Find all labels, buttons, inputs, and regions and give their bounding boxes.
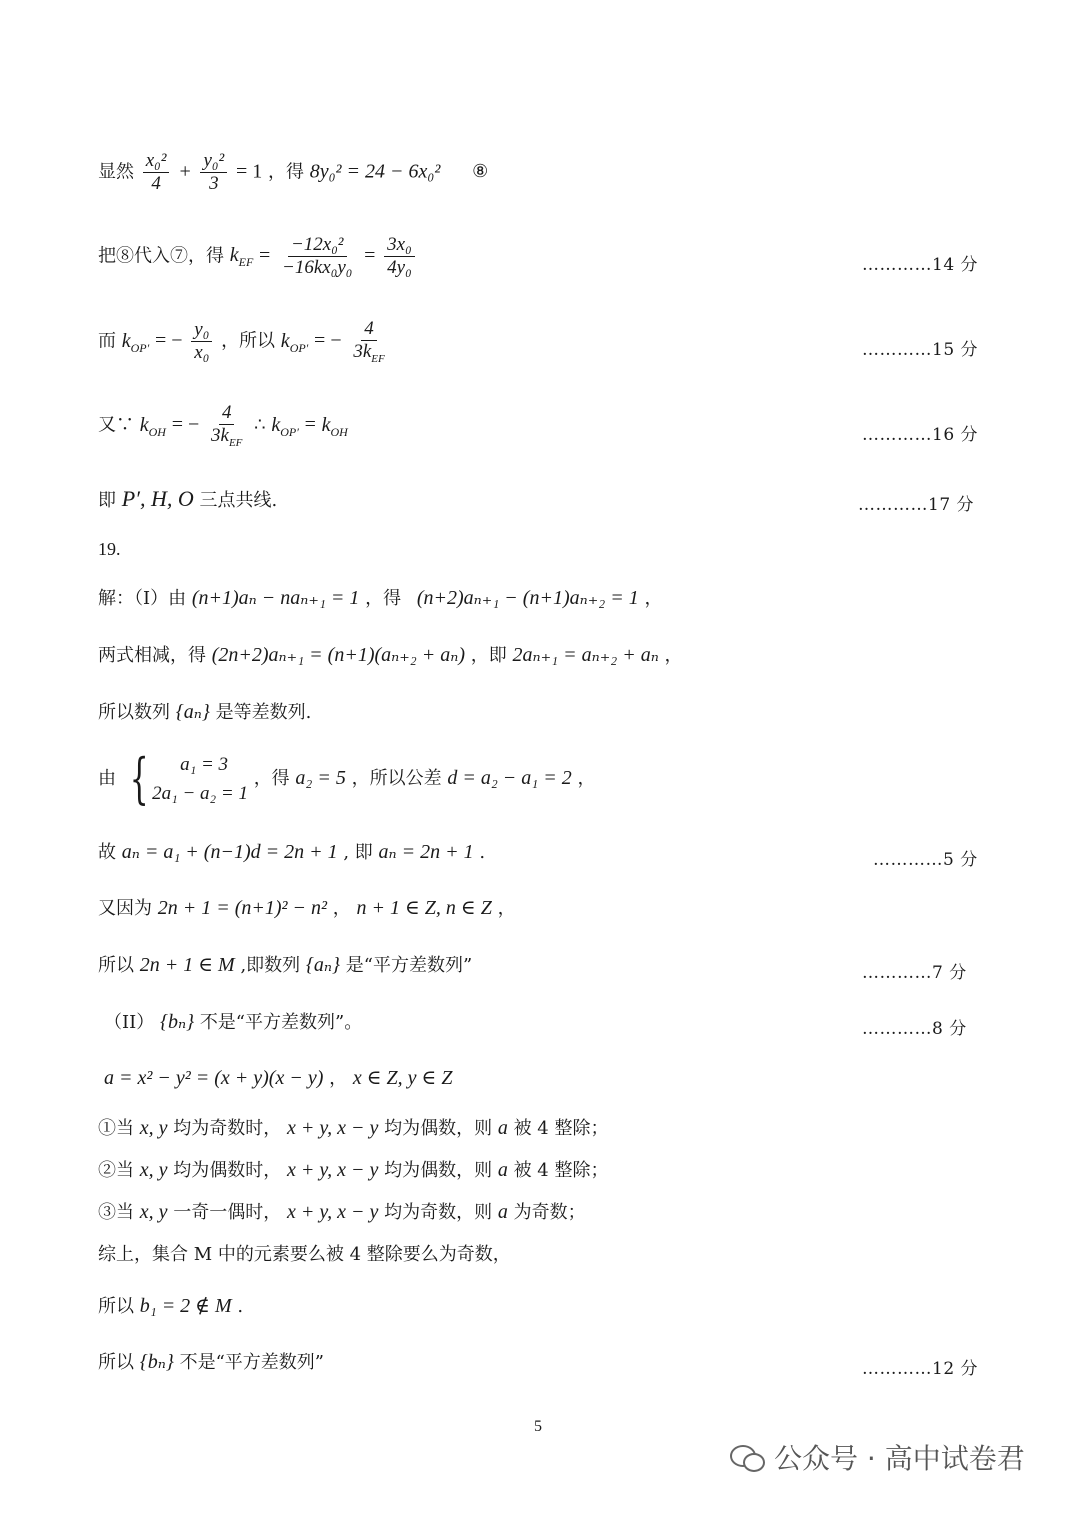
text: 均为偶数时，: [173, 1160, 282, 1181]
text: ，所以公差: [351, 768, 442, 789]
score-marker: …………8 分: [862, 1019, 967, 1039]
text: 被 4 整除；: [513, 1118, 609, 1139]
math: a: [497, 1159, 508, 1181]
math: k: [271, 413, 281, 436]
score-marker: …………16 分: [862, 425, 979, 445]
text: .: [479, 842, 486, 863]
subscript: EF: [371, 352, 385, 365]
wechat-icon: [730, 1443, 764, 1471]
brace-icon: {: [129, 747, 149, 810]
text: 均为奇数时，: [173, 1118, 282, 1139]
text: ，: [644, 588, 663, 609]
equation-row: a₁ = 3: [180, 754, 229, 775]
text: 又∵: [98, 414, 134, 436]
equation-tag: ⑧: [472, 161, 489, 183]
math: =: [304, 413, 316, 436]
math: x ∈ Z, y ∈ Z: [352, 1067, 453, 1089]
line-case-odd: [98, 1118, 608, 1138]
numerator: y₀: [191, 319, 212, 342]
text: 均为偶数，则: [384, 1118, 493, 1139]
text: ，得: [253, 768, 290, 789]
math: = 1: [235, 160, 263, 183]
page-number: 5: [534, 1418, 542, 1435]
math: k: [229, 244, 239, 267]
text: ，: [497, 898, 516, 919]
subscript: EF: [228, 436, 243, 449]
math: =: [364, 244, 376, 267]
math: x + y, x − y: [286, 1159, 379, 1181]
text: ③当: [98, 1202, 134, 1223]
text: 三点共线.: [199, 490, 278, 511]
math: n + 1 ∈ Z, n ∈ Z: [356, 897, 492, 919]
math: a₂ = 5: [295, 767, 346, 789]
score-marker: …………7 分: [862, 963, 967, 983]
text: 被 4 整除；: [513, 1160, 609, 1181]
text: 不是“平方差数列”: [179, 1352, 324, 1373]
text: ，: [329, 1068, 348, 1089]
numerator: −12x₀²: [288, 234, 347, 257]
line-arithmetic: [98, 702, 311, 722]
math: +: [178, 160, 192, 183]
math: x, y: [139, 1159, 168, 1181]
line-k-oh: [98, 402, 348, 449]
math: k: [280, 329, 290, 352]
math: k: [121, 329, 131, 352]
text: ，得: [267, 161, 304, 183]
line-in-m: [98, 955, 472, 975]
fraction: [384, 234, 415, 279]
math: 2n + 1 ∈ M: [139, 954, 235, 976]
subscript: OH: [330, 424, 348, 439]
subscript: OP′: [280, 424, 299, 439]
math: {aₙ}: [305, 954, 341, 976]
score-marker: …………12 分: [862, 1359, 979, 1379]
text: 均为奇数，则: [384, 1202, 493, 1223]
subscript: OP′: [130, 340, 150, 355]
problem-number: 19.: [98, 539, 121, 559]
text: 即: [98, 490, 116, 511]
text: 所以: [98, 1296, 134, 1317]
line-ellipse-identity: [98, 150, 488, 195]
text: 是“平方差数列”: [345, 955, 473, 976]
text: 一奇一偶时，: [173, 1202, 282, 1223]
numerator: 4: [361, 318, 377, 341]
text: 两式相减，得: [98, 645, 206, 666]
fraction: [200, 150, 227, 195]
fraction: [143, 150, 170, 195]
equation-system: [122, 747, 248, 810]
math: {bₙ}: [159, 1011, 195, 1033]
math: = −: [314, 329, 342, 352]
math: = −: [154, 329, 183, 352]
numerator: y₀²: [200, 150, 227, 173]
text: 为奇数；: [513, 1202, 586, 1223]
text: ，得: [365, 588, 402, 609]
denominator: x₀: [194, 342, 210, 364]
fraction: [279, 234, 355, 279]
denominator: 4: [151, 172, 161, 194]
math: {aₙ}: [175, 701, 210, 723]
math: =: [259, 244, 271, 267]
math: 3k: [211, 424, 229, 446]
math: a: [497, 1201, 508, 1223]
text: 而: [98, 330, 116, 352]
text: 不是“平方差数列”。: [199, 1012, 363, 1033]
text: 所以数列: [98, 702, 170, 723]
line-collinear: [98, 488, 277, 510]
math: x, y: [139, 1117, 168, 1139]
line-factorization: [104, 1068, 452, 1088]
math: x, y: [139, 1201, 168, 1223]
text: （II）: [104, 1012, 155, 1033]
numerator: x₀²: [143, 150, 170, 173]
text: 均为偶数，则: [384, 1160, 493, 1181]
text: 又因为: [98, 898, 152, 919]
text: ,即数列: [240, 955, 301, 976]
denominator: [350, 341, 387, 365]
line-solution-i: [98, 588, 662, 608]
line-square-difference: [98, 898, 516, 918]
math: 2n + 1 = (n+1)² − n²: [157, 897, 328, 919]
math: P′, H, O: [121, 486, 194, 511]
subscript: OP′: [289, 340, 309, 355]
text: ，: [332, 898, 351, 919]
denominator: −16kx₀y₀: [282, 256, 353, 278]
score-marker: …………17 分: [858, 495, 975, 515]
math: a: [497, 1117, 508, 1139]
math: (n+2)aₙ₊₁ − (n+1)aₙ₊₂ = 1: [416, 587, 639, 609]
line-subtract: [98, 645, 683, 665]
text: ②当: [98, 1160, 134, 1181]
text: ①当: [98, 1118, 134, 1139]
text: .: [237, 1296, 244, 1317]
fraction: [208, 402, 245, 449]
math: d = a₂ − a₁ = 2: [447, 767, 572, 789]
math: x + y, x − y: [286, 1117, 379, 1139]
text: ，: [577, 768, 596, 789]
therefore-symbol: ∴: [254, 414, 266, 436]
line-k-op: [98, 318, 391, 365]
watermark-text: 公众号 · 高中试卷君: [774, 1442, 1025, 1475]
text: , 即: [343, 842, 373, 863]
score-marker: …………5 分: [873, 850, 978, 870]
watermark: [730, 1437, 1025, 1477]
math: (2n+2)aₙ₊₁ = (n+1)(aₙ₊₂ + aₙ): [211, 644, 466, 666]
math: 8y₀² = 24 − 6x₀²: [309, 160, 441, 183]
math: 2aₙ₊₁ = aₙ₊₂ + aₙ: [512, 644, 659, 666]
math: b₁ = 2 ∉ M: [139, 1295, 232, 1317]
score-marker: …………15 分: [862, 340, 979, 360]
denominator: 3: [209, 172, 219, 194]
line-conclusion: [98, 1352, 324, 1372]
math: x + y, x − y: [286, 1201, 379, 1223]
math: aₙ = 2n + 1: [378, 841, 474, 863]
math: = −: [171, 413, 200, 436]
text: 是等差数列.: [215, 702, 312, 723]
text: 所以: [98, 955, 134, 976]
math: k: [321, 413, 331, 436]
text: ，所以: [221, 330, 276, 352]
line-k-ef: [98, 234, 418, 279]
text: 把⑧代入⑦，得: [98, 245, 224, 267]
math: a = x² − y² = (x + y)(x − y): [104, 1067, 324, 1089]
text: ，即: [470, 645, 507, 666]
text: 解：（I）由: [98, 588, 187, 609]
math: 3k: [353, 340, 372, 362]
line-case-mixed: [98, 1202, 586, 1222]
line-case-even: [98, 1160, 608, 1180]
line-b1: [98, 1296, 243, 1316]
line-general-term: [98, 842, 485, 862]
math: {bₙ}: [139, 1351, 174, 1373]
score-marker: …………14 分: [862, 255, 979, 275]
math: (n+1)aₙ − naₙ₊₁ = 1: [191, 587, 360, 609]
text: 所以: [98, 1352, 134, 1373]
text: 故: [98, 842, 116, 863]
fraction: [350, 318, 387, 365]
numerator: 3x₀: [384, 234, 415, 257]
fraction: [191, 319, 212, 364]
math: k: [139, 413, 149, 436]
text: 由: [98, 768, 116, 789]
text: 显然: [98, 161, 134, 183]
denominator: 4y₀: [387, 256, 412, 278]
subscript: EF: [238, 255, 254, 270]
subscript: OH: [148, 424, 166, 439]
equation-row: 2a₁ − a₂ = 1: [152, 783, 248, 804]
line-system: [98, 747, 596, 810]
math: aₙ = a₁ + (n−1)d = 2n + 1: [121, 841, 338, 863]
denominator: [208, 425, 245, 449]
numerator: 4: [219, 402, 235, 425]
line-part-ii: [104, 1012, 362, 1032]
text: ，: [664, 645, 683, 666]
line-summary: 综上，集合 M 中的元素要么被 4 整除要么为奇数，: [98, 1244, 511, 1265]
